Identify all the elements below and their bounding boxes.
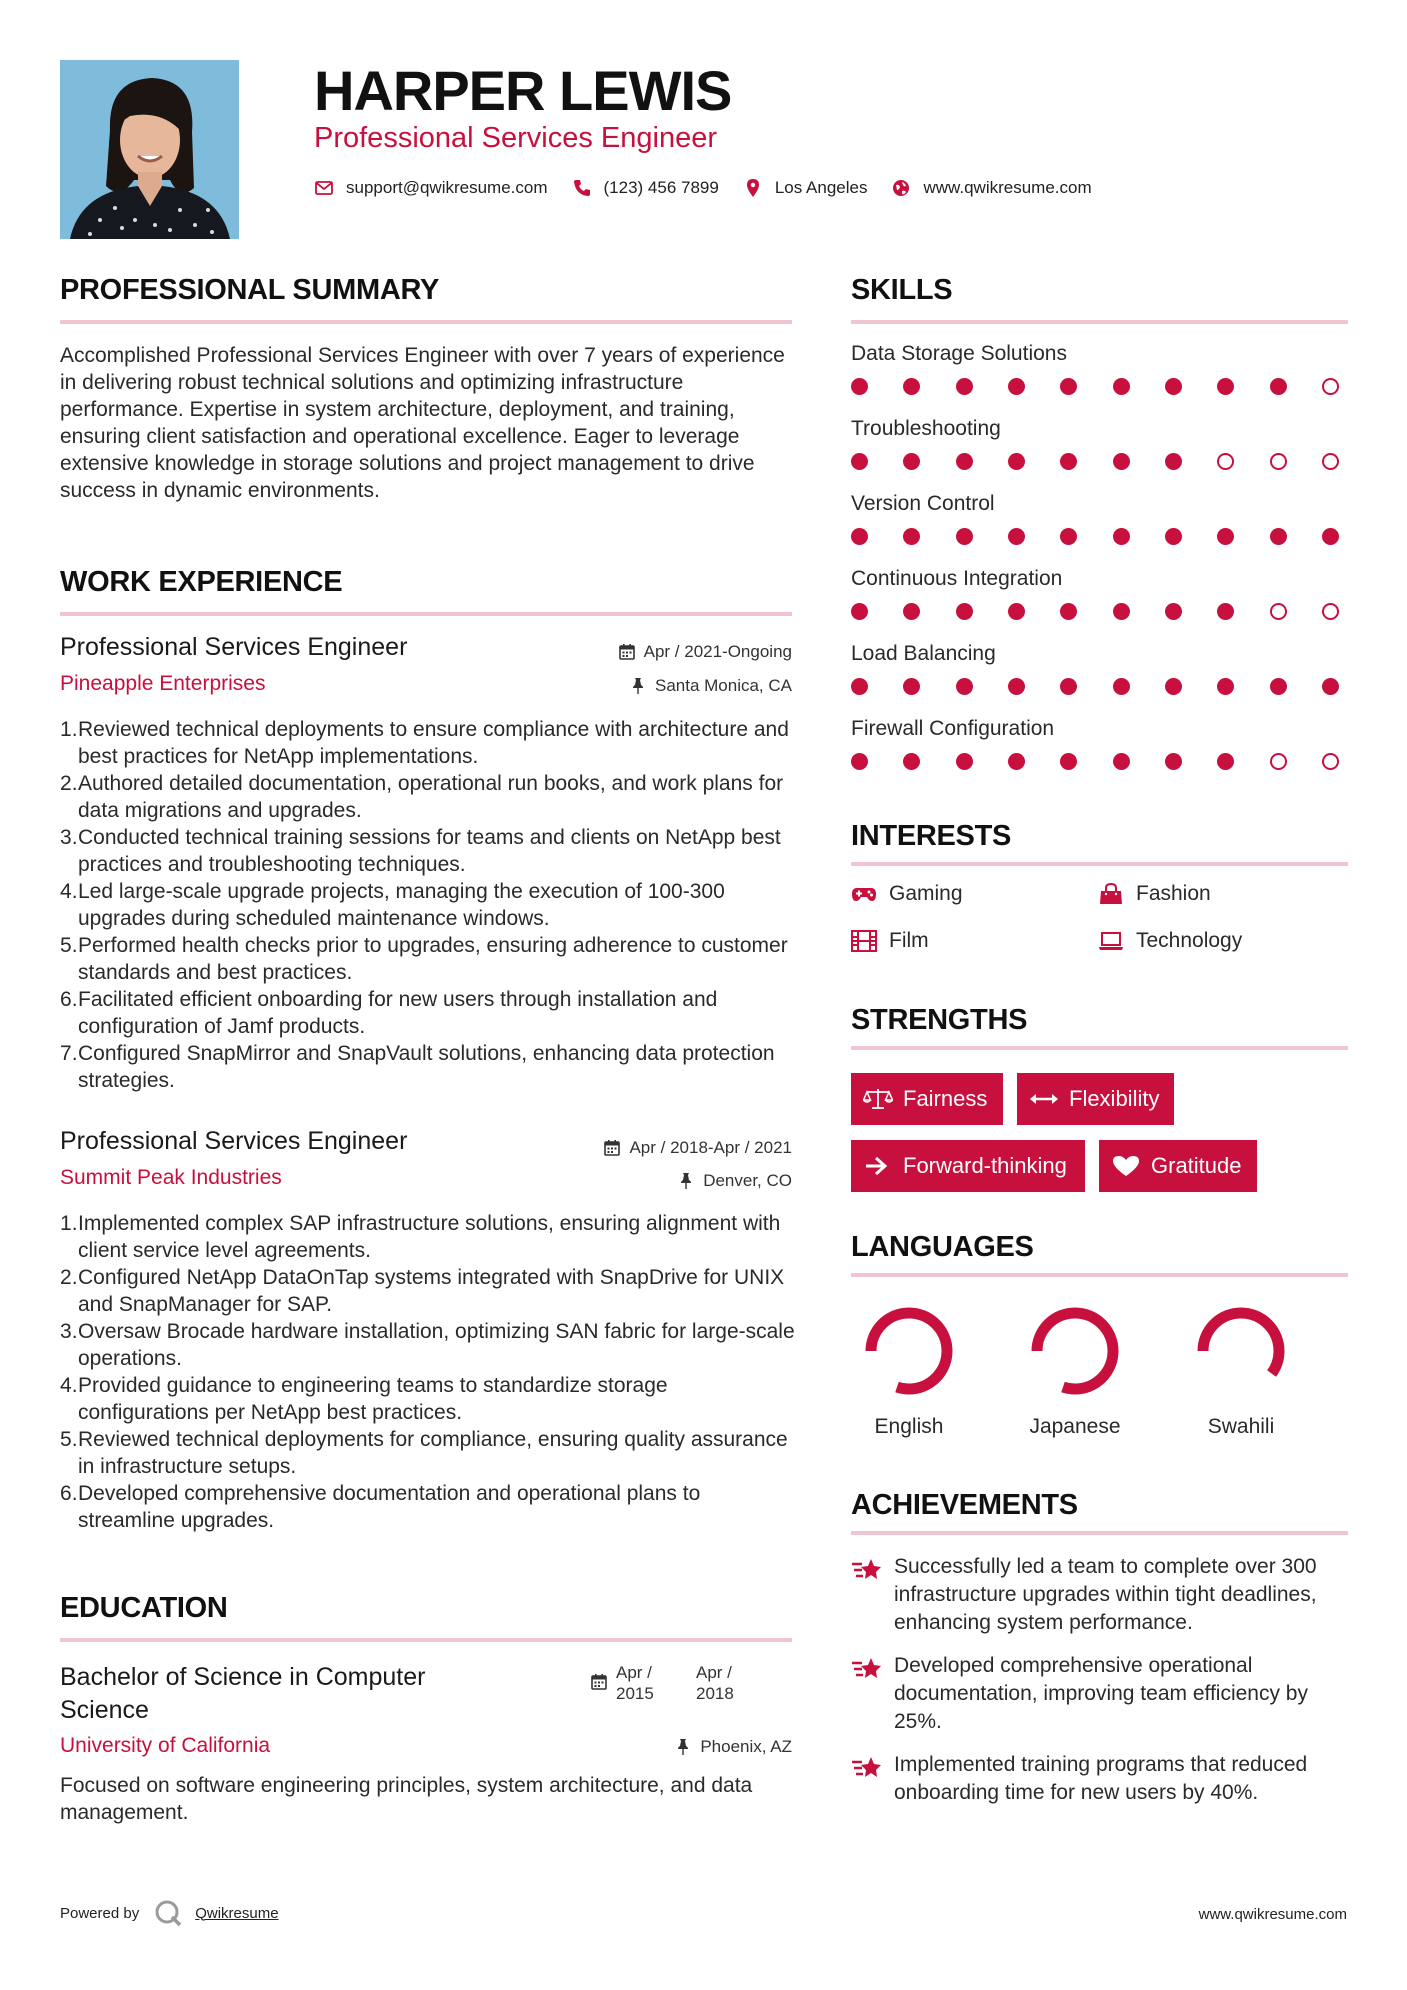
skill-row <box>851 417 1351 492</box>
skill-rating <box>851 603 1339 620</box>
rating-dot-filled <box>1270 378 1287 395</box>
rating-dot-empty <box>1322 753 1339 770</box>
shooting-star-icon <box>850 1654 884 1682</box>
education-description: Focused on software engineering principles, system architecture, and data management. <box>60 1774 753 1824</box>
language-label: Swahili <box>1207 1415 1275 1438</box>
rating-dot-filled <box>851 753 868 770</box>
rating-dot-filled <box>851 603 868 620</box>
skill-name: Data Storage Solutions <box>851 342 1067 365</box>
footer-website[interactable]: www.qwikresume.com <box>1198 1906 1347 1923</box>
skill-name: Load Balancing <box>851 642 996 665</box>
rating-dot-filled <box>1060 678 1077 695</box>
rating-dot-filled <box>1008 678 1025 695</box>
achievement-item <box>850 1553 1350 1637</box>
strengths-rule <box>851 1046 1348 1050</box>
rating-dot-filled <box>1113 378 1130 395</box>
education-location <box>500 1737 792 1757</box>
skills-list <box>851 342 1351 792</box>
contact-website[interactable] <box>891 178 1091 198</box>
rating-dot-filled <box>956 528 973 545</box>
contact-phone[interactable] <box>572 178 719 198</box>
arrows-horizontal-icon <box>1029 1087 1059 1111</box>
rating-dot-filled <box>956 753 973 770</box>
strength-forward-thinking <box>851 1140 1085 1192</box>
job-1-duty: Performed health checks prior to upgrades, ensuring adherence to customer standards and best practices. <box>78 934 788 984</box>
rating-dot-filled <box>1165 603 1182 620</box>
interest-fashion <box>1098 882 1211 906</box>
shooting-star-icon <box>850 1555 884 1583</box>
languages-heading: LANGUAGES <box>851 1231 1034 1263</box>
rating-dot-filled <box>903 453 920 470</box>
achievement-item <box>850 1652 1350 1736</box>
qwikresume-logo-icon <box>153 1898 183 1928</box>
language-proficiency-ring <box>1029 1305 1121 1397</box>
globe-icon <box>891 178 911 198</box>
calendar-icon <box>590 1673 608 1691</box>
phone-icon <box>572 178 592 198</box>
shopping-bag-icon <box>1098 883 1124 905</box>
rating-dot-filled <box>1270 678 1287 695</box>
rating-dot-filled <box>1217 528 1234 545</box>
rating-dot-filled <box>1165 678 1182 695</box>
rating-dot-filled <box>1113 678 1130 695</box>
rating-dot-filled <box>1008 603 1025 620</box>
rating-dot-filled <box>1060 603 1077 620</box>
education-degree-line1: Bachelor of Science in Computer <box>60 1663 426 1691</box>
calendar-icon <box>618 643 636 661</box>
brand-link[interactable]: Qwikresume <box>195 1904 279 1922</box>
shooting-star-icon <box>850 1753 884 1781</box>
rating-dot-filled <box>851 453 868 470</box>
job-1-duty: Configured SnapMirror and SnapVault solutions, enhancing data protection strategies. <box>78 1042 775 1092</box>
language-proficiency-arc <box>1037 1313 1113 1389</box>
rating-dot-empty <box>1217 453 1234 470</box>
language-proficiency-arc <box>1203 1313 1279 1389</box>
achievement-text: Implemented training programs that reduced onboarding time for new users by 40%. <box>894 1753 1308 1804</box>
job-2-duty: Provided guidance to engineering teams to standardize storage configurations per NetApp best practices. <box>78 1374 668 1424</box>
gamepad-icon <box>851 883 877 905</box>
job-2-dates-text: Apr / 2018-Apr / 2021 <box>629 1138 792 1157</box>
strength-gratitude <box>1099 1140 1257 1192</box>
strengths-heading: STRENGTHS <box>851 1004 1028 1036</box>
rating-dot-filled <box>1165 528 1182 545</box>
job-1-location <box>500 676 792 696</box>
job-1-duty: Led large-scale upgrade projects, managing the execution of 100-300 upgrades during scheduled maintenance windows. <box>78 880 725 930</box>
rating-dot-filled <box>1322 678 1339 695</box>
map-marker-icon <box>743 178 763 198</box>
skill-name: Troubleshooting <box>851 417 1001 440</box>
rating-dot-filled <box>1270 528 1287 545</box>
job-2-duty: Implemented complex SAP infrastructure solutions, ensuring alignment with client service level agreements. <box>78 1212 781 1262</box>
job-2-location-text: Denver, CO <box>703 1171 792 1190</box>
education-end-line2: 2018 <box>696 1684 734 1703</box>
job-1-title: Professional Services Engineer <box>60 633 408 661</box>
rating-dot-filled <box>1165 753 1182 770</box>
balance-scale-icon <box>863 1087 893 1111</box>
rating-dot-filled <box>1322 528 1339 545</box>
education-heading: EDUCATION <box>60 1592 228 1624</box>
summary-heading: PROFESSIONAL SUMMARY <box>60 274 440 306</box>
achievements-rule <box>851 1531 1348 1535</box>
rating-dot-filled <box>956 603 973 620</box>
skill-rating <box>851 753 1339 770</box>
experience-heading: WORK EXPERIENCE <box>60 566 343 598</box>
achievement-item <box>850 1751 1350 1807</box>
job-2-duties <box>60 1210 800 1534</box>
job-2-duty: Configured NetApp DataOnTap systems integrated with SnapDrive for UNIX and SnapManager for SAP. <box>78 1266 785 1316</box>
summary-text: Accomplished Professional Services Engineer with over 7 years of experience in delivering robust technical solutions and optimizing infrastructure performance. Expertise in system architecture, deployment, and training, ensuring client satisfaction and operational excellence. Eager to leverage extensive knowledge in storage solutions and project management to drive success in dynamic environments. <box>60 344 785 502</box>
rating-dot-filled <box>903 678 920 695</box>
interest-technology <box>1098 929 1242 953</box>
rating-dot-filled <box>903 603 920 620</box>
skill-name: Firewall Configuration <box>851 717 1055 740</box>
heart-icon <box>1111 1154 1141 1178</box>
rating-dot-filled <box>956 678 973 695</box>
rating-dot-filled <box>903 753 920 770</box>
laptop-icon <box>1098 930 1124 952</box>
job-1-dates-text: Apr / 2021-Ongoing <box>643 642 792 661</box>
contact-email[interactable] <box>314 178 548 198</box>
achievement-text: Developed comprehensive operational documentation, improving team efficiency by 25%. <box>894 1654 1308 1733</box>
rating-dot-empty <box>1270 603 1287 620</box>
language-label: Japanese <box>1029 1415 1121 1438</box>
strength-label: Flexibility <box>1069 1086 1160 1111</box>
pushpin-icon <box>677 1172 695 1190</box>
education-school: University of California <box>60 1734 271 1757</box>
education-rule <box>60 1638 792 1642</box>
contact-bar <box>314 178 1116 198</box>
contact-email-text: support@qwikresume.com <box>346 178 548 197</box>
arrow-right-icon <box>863 1154 893 1178</box>
rating-dot-filled <box>1217 378 1234 395</box>
education-start-line1: Apr / <box>616 1663 652 1682</box>
skill-rating <box>851 528 1339 545</box>
rating-dot-filled <box>851 678 868 695</box>
rating-dot-empty <box>1270 753 1287 770</box>
skill-rating <box>851 453 1339 470</box>
education-location-text: Phoenix, AZ <box>700 1737 792 1756</box>
job-2-location <box>500 1171 792 1191</box>
skill-name: Version Control <box>851 492 995 515</box>
strength-fairness <box>851 1073 1003 1125</box>
rating-dot-filled <box>1008 753 1025 770</box>
languages-rule <box>851 1273 1348 1277</box>
skill-row <box>851 492 1351 567</box>
strength-label: Fairness <box>903 1086 988 1111</box>
job-1-duty: Authored detailed documentation, operational run books, and work plans for data migrations and upgrades. <box>78 772 784 822</box>
rating-dot-filled <box>1060 453 1077 470</box>
education-degree-line2: Science <box>60 1696 149 1724</box>
job-1-duty: Facilitated efficient onboarding for new users through installation and configuration of Jamf products. <box>78 988 718 1038</box>
interests-heading: INTERESTS <box>851 820 1012 852</box>
powered-by-text: Powered by <box>60 1904 140 1922</box>
interest-gaming <box>851 882 963 906</box>
rating-dot-filled <box>1217 678 1234 695</box>
pushpin-icon <box>674 1738 692 1756</box>
profile-photo-image <box>60 60 239 239</box>
rating-dot-filled <box>1008 528 1025 545</box>
job-2-title: Professional Services Engineer <box>60 1127 408 1155</box>
rating-dot-filled <box>1113 603 1130 620</box>
candidate-name: HARPER LEWIS <box>314 59 732 122</box>
education-degree <box>60 1661 425 1727</box>
interests-rule <box>851 862 1348 866</box>
film-icon <box>851 930 877 952</box>
rating-dot-filled <box>851 528 868 545</box>
skill-row <box>851 717 1351 792</box>
job-2-duty: Oversaw Brocade hardware installation, optimizing SAN fabric for large-scale operations. <box>78 1320 795 1370</box>
profile-photo <box>60 60 239 239</box>
language-proficiency-ring <box>863 1305 955 1397</box>
interest-label: Fashion <box>1136 882 1211 905</box>
rating-dot-filled <box>1008 453 1025 470</box>
strength-label: Gratitude <box>1151 1153 1242 1178</box>
rating-dot-filled <box>1060 378 1077 395</box>
rating-dot-filled <box>1060 753 1077 770</box>
language-label: English <box>874 1415 944 1438</box>
skill-row <box>851 642 1351 717</box>
education-end <box>696 1662 766 1704</box>
education-start-line2: 2015 <box>616 1684 654 1703</box>
contact-location <box>743 178 868 198</box>
rating-dot-filled <box>1113 753 1130 770</box>
skill-name: Continuous Integration <box>851 567 1063 590</box>
job-2-duty: Developed comprehensive documentation and operational plans to streamline upgrades. <box>78 1482 701 1532</box>
interest-label: Technology <box>1136 929 1243 952</box>
summary-rule <box>60 320 792 324</box>
rating-dot-filled <box>851 378 868 395</box>
education-start <box>616 1662 696 1704</box>
rating-dot-filled <box>1217 603 1234 620</box>
rating-dot-empty <box>1322 378 1339 395</box>
rating-dot-filled <box>956 453 973 470</box>
candidate-title: Professional Services Engineer <box>314 122 717 154</box>
education-dates <box>590 1662 766 1704</box>
job-1-duty: Reviewed technical deployments to ensure compliance with architecture and best practices for NetApp implementations. <box>78 718 789 768</box>
rating-dot-filled <box>1165 378 1182 395</box>
job-1-company: Pineapple Enterprises <box>60 672 266 695</box>
job-1-dates <box>500 642 792 662</box>
rating-dot-filled <box>903 528 920 545</box>
skills-rule <box>851 320 1348 324</box>
footer-powered-by <box>60 1898 279 1928</box>
skill-rating <box>851 678 1339 695</box>
rating-dot-empty <box>1322 603 1339 620</box>
language-proficiency-ring <box>1195 1305 1287 1397</box>
contact-location-text: Los Angeles <box>774 178 868 197</box>
rating-dot-filled <box>1008 378 1025 395</box>
interest-label: Film <box>889 929 929 952</box>
strength-flexibility <box>1017 1073 1174 1125</box>
pushpin-icon <box>629 677 647 695</box>
skill-row <box>851 567 1351 642</box>
skill-rating <box>851 378 1339 395</box>
rating-dot-filled <box>1113 528 1130 545</box>
contact-phone-text: (123) 456 7899 <box>603 178 719 197</box>
job-2-company: Summit Peak Industries <box>60 1166 282 1189</box>
job-1-duties <box>60 716 800 1094</box>
language-proficiency-arc <box>871 1313 947 1389</box>
contact-website-text: www.qwikresume.com <box>923 178 1092 197</box>
rating-dot-filled <box>1165 453 1182 470</box>
rating-dot-filled <box>1060 528 1077 545</box>
experience-rule <box>60 612 792 616</box>
interest-film <box>851 929 929 953</box>
rating-dot-empty <box>1322 453 1339 470</box>
skill-row <box>851 342 1351 417</box>
job-2-dates <box>500 1138 792 1158</box>
envelope-icon <box>314 178 334 198</box>
rating-dot-filled <box>903 378 920 395</box>
strength-label: Forward-thinking <box>903 1153 1067 1178</box>
job-1-location-text: Santa Monica, CA <box>654 676 792 695</box>
rating-dot-empty <box>1270 453 1287 470</box>
calendar-icon <box>603 1139 621 1157</box>
interest-label: Gaming <box>889 882 963 905</box>
rating-dot-filled <box>956 378 973 395</box>
achievement-text: Successfully led a team to complete over 300 infrastructure upgrades within tight deadlines, enhancing system performance. <box>894 1555 1317 1634</box>
job-1-duty: Conducted technical training sessions for teams and clients on NetApp best practices and troubleshooting techniques. <box>78 826 781 876</box>
achievements-heading: ACHIEVEMENTS <box>851 1489 1078 1521</box>
education-end-line1: Apr / <box>696 1663 732 1682</box>
skills-heading: SKILLS <box>851 274 953 306</box>
rating-dot-filled <box>1113 453 1130 470</box>
job-2-duty: Reviewed technical deployments for compliance, ensuring quality assurance in infrastructure setups. <box>78 1428 788 1478</box>
rating-dot-filled <box>1217 753 1234 770</box>
